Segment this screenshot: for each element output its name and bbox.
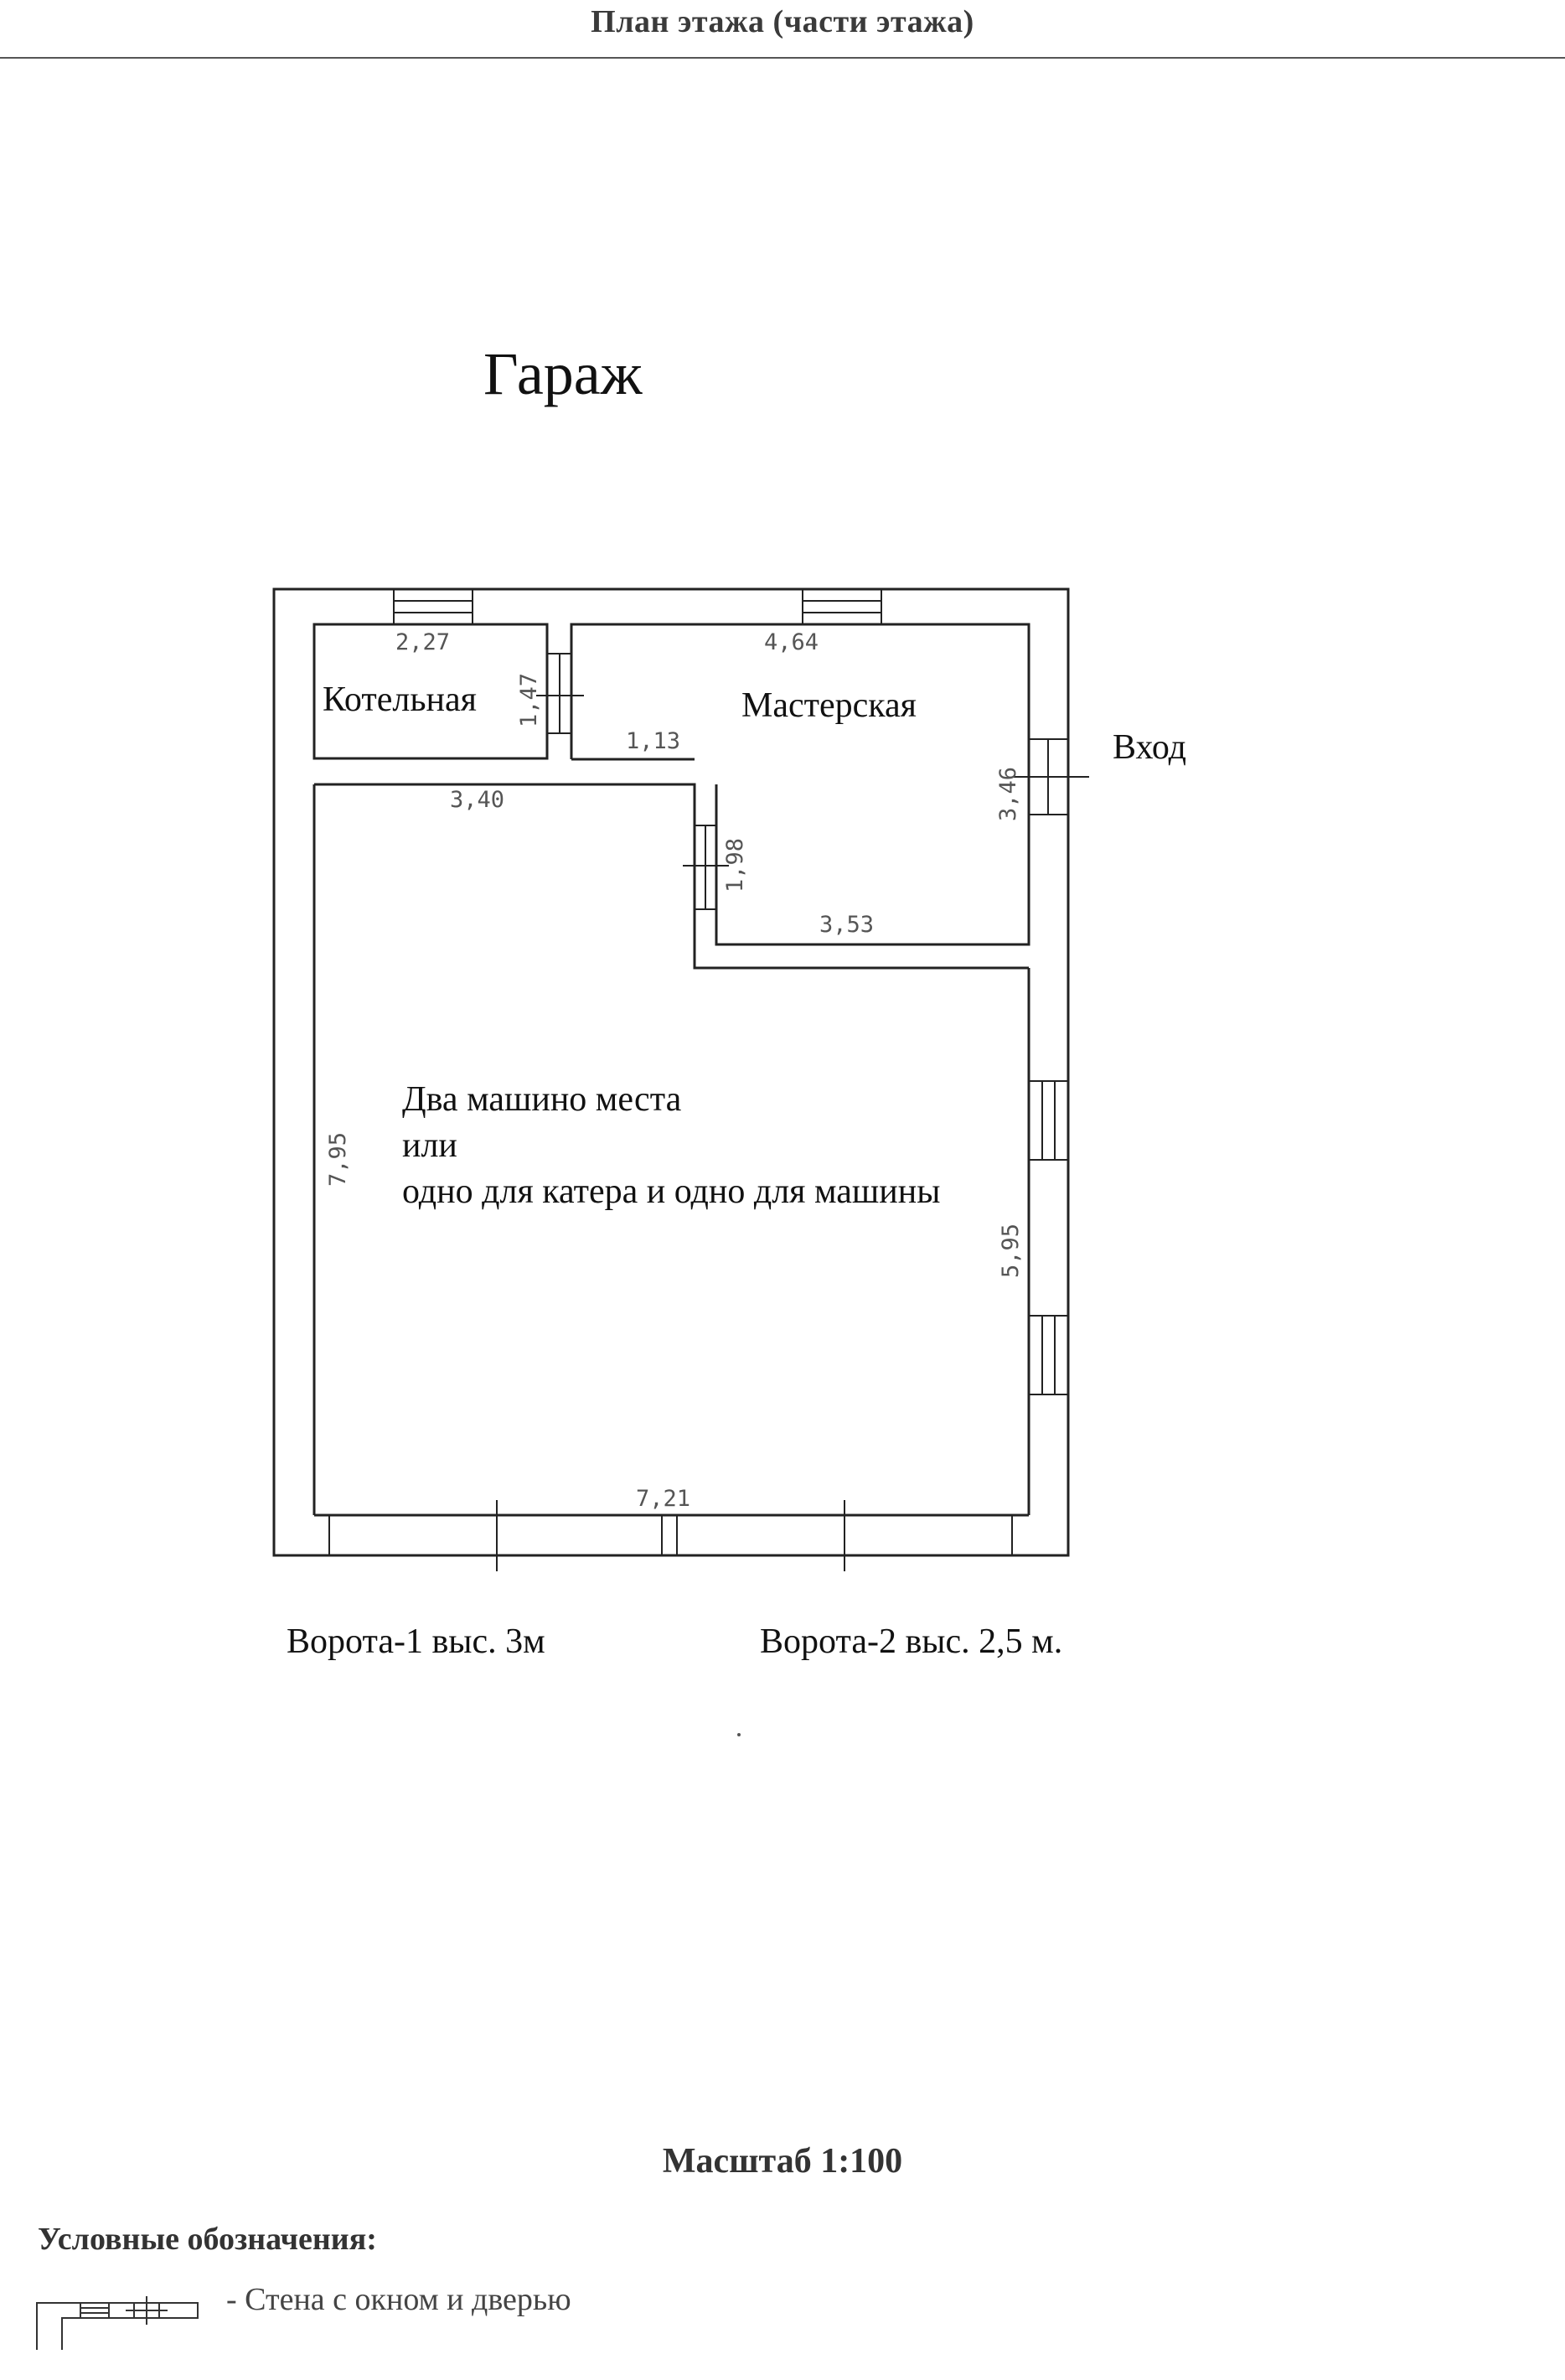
page-title: План этажа (части этажа) <box>591 4 974 39</box>
window-right-upper <box>1029 1081 1068 1160</box>
room-label-workshop: Мастерская <box>741 686 917 725</box>
dim-garage-right: 5,95 <box>998 1223 1024 1278</box>
dim-garage-bottom: 7,21 <box>636 1486 691 1512</box>
dim-workshop-bottom: 3,53 <box>819 912 875 938</box>
boiler-door <box>536 654 584 733</box>
dim-boiler-side: 1,47 <box>516 672 542 727</box>
window-top-left <box>394 589 473 624</box>
dim-garage-left: 7,95 <box>325 1131 351 1187</box>
garage-room <box>314 784 1029 968</box>
legend-wall-window-door-text: - Стена с окном и дверью <box>226 2282 571 2317</box>
scan-dot <box>737 1733 741 1736</box>
dimension-labels <box>325 629 1024 1512</box>
dim-workshop-top: 4,64 <box>764 629 819 655</box>
dim-workshop-bottom-left: 1,13 <box>626 728 681 754</box>
window-top-right <box>803 589 881 624</box>
gate-2-label: Ворота-2 выс. 2,5 м. <box>760 1622 1063 1661</box>
building-name: Гараж <box>483 340 643 407</box>
legend-title: Условные обозначения: <box>38 2222 377 2257</box>
room-label-boiler: Котельная <box>323 680 477 719</box>
dim-workshop-right: 3,46 <box>995 766 1021 821</box>
room-label-garage-line2: или <box>402 1126 457 1165</box>
scale-label: Масштаб 1:100 <box>662 2142 903 2181</box>
room-label-garage-line1: Два машино места <box>402 1080 682 1119</box>
garage-top-walls <box>314 784 1029 968</box>
entrance-door <box>1014 739 1089 815</box>
dim-boiler-top: 2,27 <box>395 629 451 655</box>
legend-wall-window-door-symbol <box>32 2286 204 2353</box>
room-label-garage-line3: одно для катера и одно для машины <box>402 1172 941 1211</box>
windows <box>394 589 1068 1394</box>
gate-1-label: Ворота-1 выс. 3м <box>287 1622 545 1661</box>
window-right-lower <box>1029 1316 1068 1394</box>
gate-1-opening <box>329 1515 662 1555</box>
dim-garage-notch: 1,98 <box>722 837 748 892</box>
dim-garage-top: 3,40 <box>450 787 505 813</box>
entrance-label: Вход <box>1113 728 1187 767</box>
